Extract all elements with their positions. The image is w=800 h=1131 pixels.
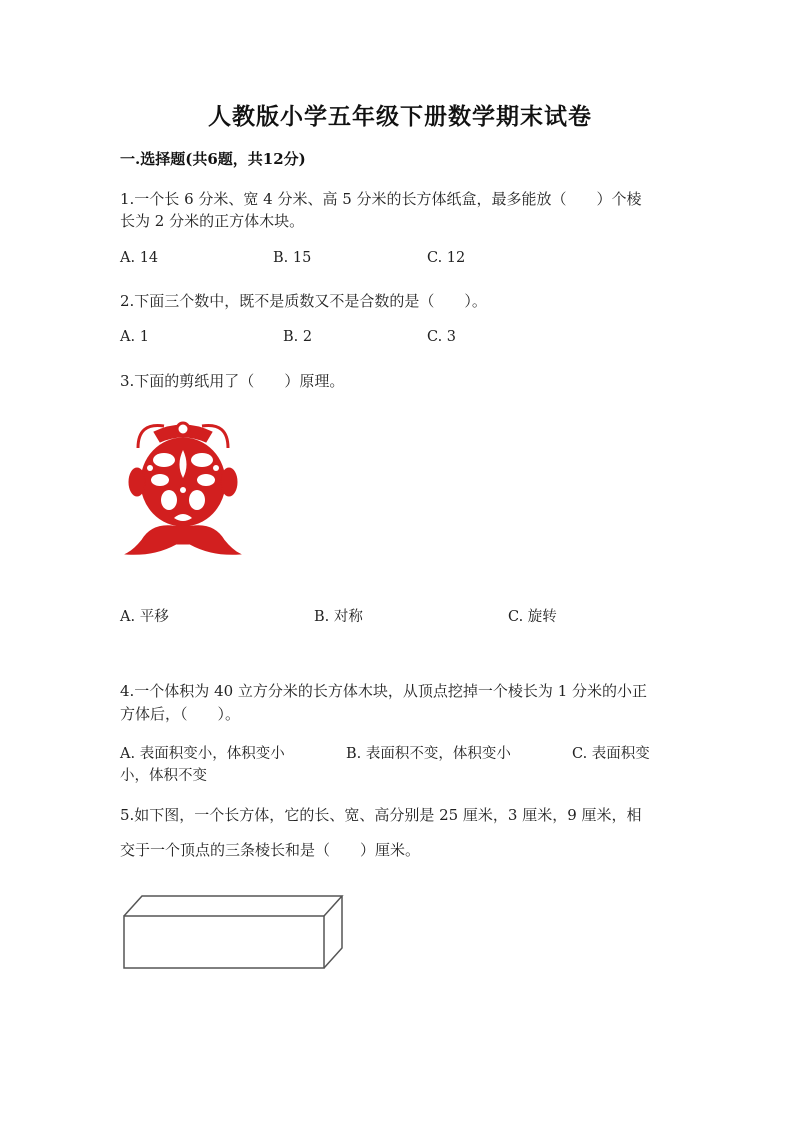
question-3-option-a[interactable]: A. 平移 <box>120 609 169 625</box>
question-1-option-a[interactable]: A. 14 <box>120 250 159 266</box>
question-4-option-c-continued: 小，体积不变 <box>120 768 207 784</box>
cuboid-figure <box>118 890 350 972</box>
question-2-option-a[interactable]: A. 1 <box>120 329 149 345</box>
question-5-line-2: 交于一个顶点的三条棱长和是（ ）厘米。 <box>120 841 421 859</box>
question-1-option-b[interactable]: B. 15 <box>273 250 312 266</box>
question-1-option-c[interactable]: C. 12 <box>427 250 466 266</box>
question-3-option-c[interactable]: C. 旋转 <box>508 609 557 625</box>
question-4-line-2: 方体后，（ ）。 <box>120 705 241 723</box>
question-1-line-2: 长为 2 分米的正方体木块。 <box>120 212 305 230</box>
question-3-option-b[interactable]: B. 对称 <box>314 609 363 625</box>
section-heading: 一.选择题(共6题，共12分) <box>120 150 306 168</box>
question-2-option-b[interactable]: B. 2 <box>283 329 313 345</box>
page-title: 人教版小学五年级下册数学期末试卷 <box>208 103 592 130</box>
question-4-option-c[interactable]: C. 表面积变 <box>572 746 650 762</box>
question-2-option-c[interactable]: C. 3 <box>427 329 457 345</box>
question-4-line-1: 4.一个体积为 40 立方分米的长方体木块，从顶点挖掉一个棱长为 1 分米的小正 <box>120 682 648 700</box>
papercut-face-image <box>124 420 242 560</box>
question-3-line-1: 3.下面的剪纸用了（ ）原理。 <box>120 372 345 390</box>
question-4-option-b[interactable]: B. 表面积不变，体积变小 <box>346 746 511 762</box>
question-4-option-a[interactable]: A. 表面积变小，体积变小 <box>120 746 285 762</box>
question-2-line-1: 2.下面三个数中，既不是质数又不是合数的是（ ）。 <box>120 292 487 310</box>
question-1-line-1: 1.一个长 6 分米、宽 4 分米、高 5 分米的长方体纸盒，最多能放（ ）个棱 <box>120 190 642 208</box>
question-5-line-1: 5.如下图，一个长方体，它的长、宽、高分别是 25 厘米，3 厘米，9 厘米，相 <box>120 806 642 824</box>
